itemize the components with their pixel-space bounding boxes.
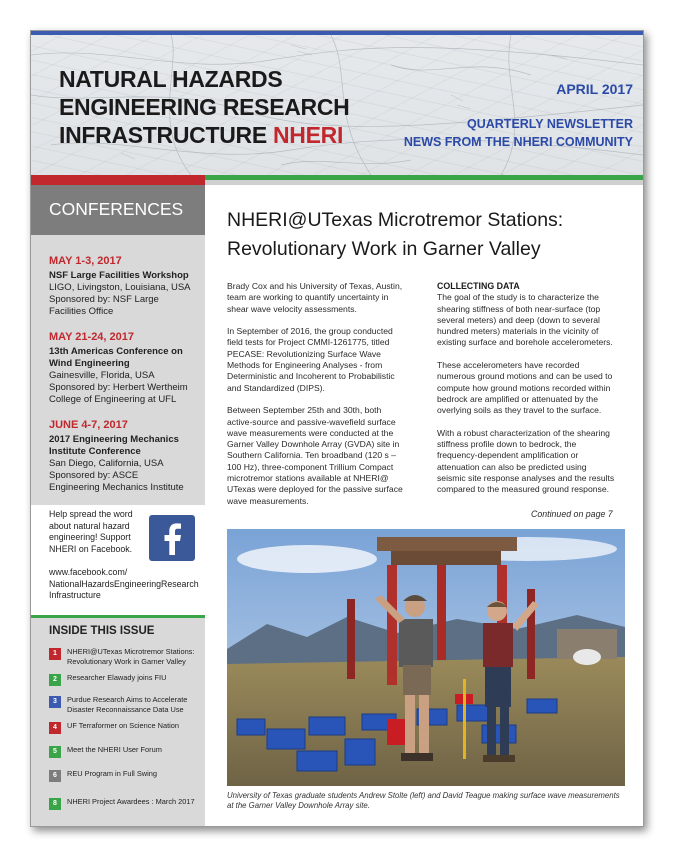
title-nheri-accent: NHERI bbox=[273, 122, 344, 148]
conference-detail: College of Engineering at UFL bbox=[49, 394, 177, 405]
title-line-2: ENGINEERING RESEARCH bbox=[59, 94, 350, 120]
page-number-badge: 2 bbox=[49, 674, 61, 686]
color-stripes bbox=[31, 175, 643, 185]
newsletter-page bbox=[30, 30, 644, 827]
section-heading: COLLECTING DATA bbox=[437, 281, 520, 291]
conference-detail: Facilities Office bbox=[49, 306, 114, 317]
facebook-icon[interactable] bbox=[149, 515, 195, 561]
inside-issue-rule bbox=[31, 615, 205, 618]
conference-name[interactable]: 2017 Engineering Mechanics Institute Conference bbox=[49, 434, 179, 457]
conference-detail: LIGO, Livingston, Louisiana, USA bbox=[49, 282, 191, 293]
issue-item-title: REU Program in Full Swing bbox=[67, 769, 157, 778]
newsletter-tagline: NEWS FROM THE NHERI COMMUNITY bbox=[403, 135, 633, 149]
issue-list-item[interactable] bbox=[49, 721, 205, 743]
newsletter-title bbox=[59, 65, 350, 149]
conference-name[interactable]: NSF Large Facilities Workshop bbox=[49, 270, 189, 281]
conference-item bbox=[49, 255, 205, 318]
facebook-promo bbox=[31, 505, 205, 615]
title-line-1: NATURAL HAZARDS bbox=[59, 66, 283, 92]
issue-date: APRIL 2017 bbox=[556, 81, 633, 97]
masthead bbox=[31, 35, 643, 175]
issue-list-item[interactable] bbox=[49, 745, 205, 767]
conference-date: MAY 21-24, 2017 bbox=[49, 331, 135, 343]
facebook-url-link[interactable]: www.facebook.com/ NationalHazardsEngineeringResearch Infrastructure bbox=[49, 567, 199, 600]
conference-detail: Gainesville, Florida, USA bbox=[49, 370, 155, 381]
issue-item-title: NHERI Project Awardees : March 2017 bbox=[67, 797, 195, 806]
conference-detail: Engineering Mechanics Institute bbox=[49, 482, 184, 493]
title-line-3: INFRASTRUCTURE bbox=[59, 122, 273, 148]
page-number-badge: 8 bbox=[49, 798, 61, 810]
conference-item bbox=[49, 331, 205, 406]
article-paragraph: In September of 2016, the group conducted field tests for Project CMMI-1261775, titled PECASE: Revolutionizing Surface Wave Methods for Engineering Analyses - from Deterministic and Incoherent to Probabilistic and Standardized (DIPS). bbox=[227, 326, 395, 393]
page-number-badge: 4 bbox=[49, 722, 61, 734]
conference-detail: Sponsored by: NSF Large bbox=[49, 294, 159, 305]
photo-caption: University of Texas graduate students Andrew Stolte (left) and David Teague making surface wave measurements at the Garner Valley Downhole Array site. bbox=[227, 791, 620, 810]
page-number-badge: 5 bbox=[49, 746, 61, 758]
stripe-red bbox=[31, 175, 205, 185]
conferences-heading: CONFERENCES bbox=[49, 199, 184, 219]
conference-item bbox=[49, 419, 205, 494]
issue-item-title: Purdue Research Aims to Accelerate Disaster Reconnaissance Data Use bbox=[67, 695, 188, 714]
conference-name[interactable]: 13th Americas Conference on Wind Engineering bbox=[49, 346, 183, 369]
issue-list-item[interactable] bbox=[49, 695, 205, 717]
conference-detail: Sponsored by: Herbert Wertheim bbox=[49, 382, 188, 393]
conference-date: JUNE 4-7, 2017 bbox=[49, 419, 128, 431]
article-column-1 bbox=[227, 281, 405, 518]
article-paragraph: These accelerometers have recorded numerous ground motions and can be used to compute how ground motions recorded within bedrock are amplified or attenuated by the overlying soils as they travel to the surface. bbox=[437, 360, 613, 416]
conferences-header bbox=[31, 185, 205, 235]
facebook-promo-text: Help spread the word about natural hazard engineering! Support NHERI on Facebook. bbox=[49, 509, 133, 554]
issue-item-title: Researcher Elawady joins FIU bbox=[67, 673, 167, 682]
sidebar bbox=[31, 185, 205, 826]
article-paragraph: Between September 25th and 30th, both active-source and passive-wavefield surface wave measurements were conducted at the Garner Valley Downhole Array (GVDA) site in Southern California. Ten broadband (120 s – 100 Hz), three-component Trillium Compact microtremor stations available at NHERI@ UTexas were deployed for the passive surface wave measurements. bbox=[227, 405, 403, 506]
article-paragraph: With a robust characterization of the shearing stiffness profile down to bedrock, the frequency-dependent amplification or attenuation can also be predicted using seismic site response analyses and the results compared to the measured ground response. bbox=[437, 427, 615, 495]
page-number-badge: 1 bbox=[49, 648, 61, 660]
page-number-badge: 6 bbox=[49, 770, 61, 782]
stripe-grey bbox=[205, 180, 643, 185]
conference-date: MAY 1-3, 2017 bbox=[49, 255, 122, 267]
conference-detail: San Diego, California, USA bbox=[49, 458, 164, 469]
issue-list-item[interactable] bbox=[49, 673, 205, 695]
field-photo bbox=[227, 529, 625, 786]
issue-list-item[interactable] bbox=[49, 797, 205, 819]
issue-list-item[interactable] bbox=[49, 647, 205, 669]
inside-issue-heading: INSIDE THIS ISSUE bbox=[49, 625, 155, 637]
issue-item-title: Meet the NHERI User Forum bbox=[67, 745, 162, 754]
conference-detail: Sponsored by: ASCE bbox=[49, 470, 139, 481]
issue-item-title: UF Terraformer on Science Nation bbox=[67, 721, 179, 730]
issue-list-item[interactable] bbox=[49, 769, 205, 791]
continued-note[interactable]: Continued on page 7 bbox=[531, 509, 613, 519]
article-paragraph: Brady Cox and his University of Texas, Austin, team are working to quantify uncertainty in shear wave velocity assessments. bbox=[227, 281, 403, 314]
article-paragraph: The goal of the study is to characterize the shearing stiffness of both near-surface (top several meters) and deep (down to several hundred meters) materials in the vicinity of existing surface and borehole accelerometers. bbox=[437, 292, 613, 348]
newsletter-subtitle: QUARTERLY NEWSLETTER bbox=[467, 117, 633, 131]
page-number-badge: 3 bbox=[49, 696, 61, 708]
article-column-2 bbox=[437, 281, 615, 507]
issue-item-title: NHERI@UTexas Microtremor Stations: Revolutionary Work in Garner Valley bbox=[67, 647, 195, 666]
article-title: NHERI@UTexas Microtremor Stations: Revolutionary Work in Garner Valley bbox=[227, 209, 564, 260]
